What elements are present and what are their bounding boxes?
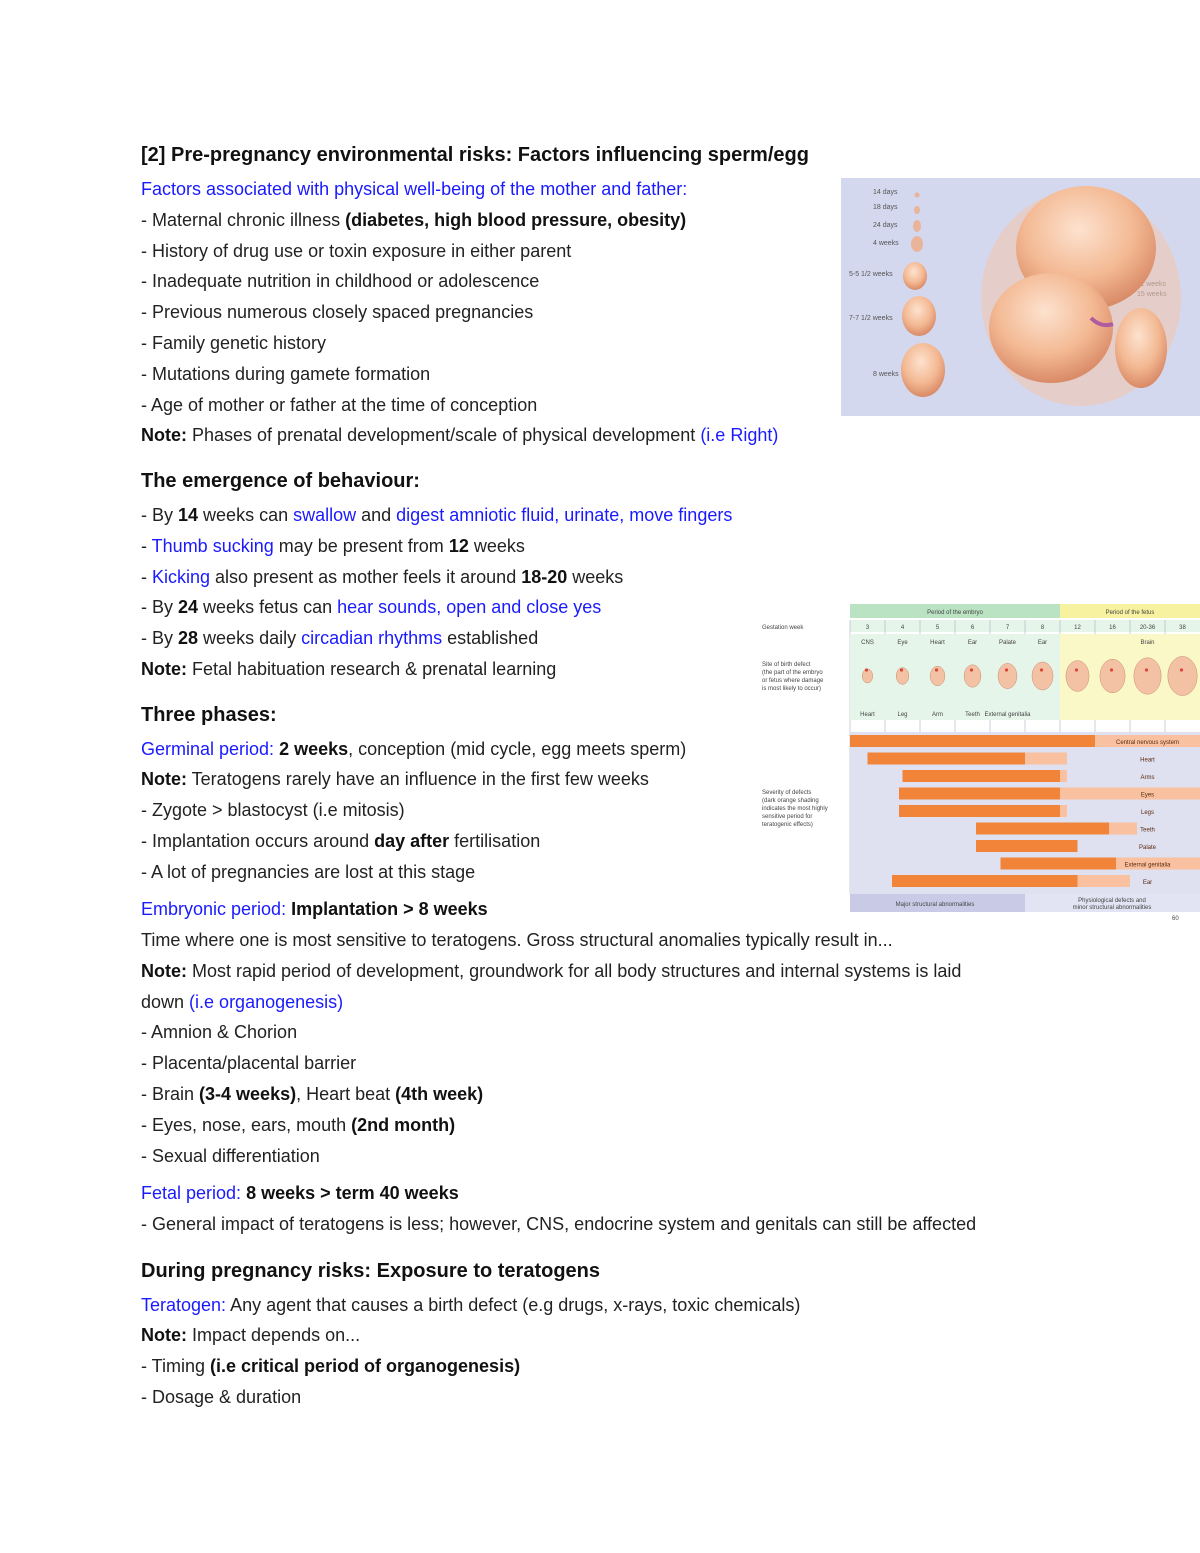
germinal-bullet-2: - Implantation occurs around day after fertilisation [141,831,541,851]
top-site-label: Ear [967,640,978,646]
bar-high-sensitivity [899,788,1060,800]
bar-low-sensitivity [1060,805,1067,817]
bar-label: Ear [1142,880,1153,886]
embryonic-bullet-3: - Brain (3-4 weeks), Heart beat (4th week) [141,1084,484,1104]
note-teratogens-rare: Note: Teratogens rarely have an influence in the first few weeks [141,769,649,789]
embryo-stage-4 [911,236,923,252]
bar-high-sensitivity [892,875,1078,887]
bar-label: Eyes [1140,792,1155,799]
side-label: Site of birth defect [762,662,811,668]
behaviour-line-1: - By 14 weeks can swallow and digest amniotic fluid, urinate, move fingers [141,505,733,525]
bottom-site-label: Arm [932,712,943,718]
germinal-bullet-1: - Zygote > blastocyst (i.e mitosis) [141,800,405,820]
note-phases: Note: Phases of prenatal development/scale of physical development (i.e Right) [141,425,779,445]
bullet-genetic-history: - Family genetic history [141,333,327,353]
bullet-drug-use: - History of drug use or toxin exposure in either parent [141,241,572,261]
embryo-label-5: 5-5 1/2 weeks [849,271,893,278]
defect-site-marker [970,668,973,671]
week-label: 3 [865,625,870,631]
embryo-drawing [1100,659,1125,693]
embryo-row-bg [850,634,1060,720]
top-site-label: Palate [998,640,1017,646]
critical-periods-chart [760,604,1200,926]
bar-high-sensitivity [868,753,1026,765]
bar-high-sensitivity [1001,858,1117,870]
embryo-stage-6 [902,296,936,336]
bar-low-sensitivity [1078,875,1131,887]
svg-text:indicates the most highly: indicates the most highly [762,806,828,812]
section-title-teratogens: During pregnancy risks: Exposure to teratogens [141,1260,600,1282]
bottom-site-label: Heart [860,712,875,718]
top-site-label: Eye [897,640,908,646]
defect-site-marker [935,668,938,671]
embryo-stage-1 [915,193,920,198]
svg-text:or fetus where damage: or fetus where damage [762,678,824,684]
embryo-label-7: 8 weeks [873,371,899,378]
page-number: 60 [1172,916,1179,922]
bar-label: Central nervous system [1115,740,1180,746]
bar-label: Heart [1140,757,1155,764]
embryonic-bullet-2: - Placenta/placental barrier [141,1053,357,1073]
note-rapid-development-cont: down (i.e organogenesis) [141,992,344,1012]
bullet-pregnancies: - Previous numerous closely spaced pregnancies [141,302,534,322]
bottom-site-label: Leg [897,712,908,718]
bar-label: Arms [1140,775,1155,781]
bar-low-sensitivity [1060,770,1067,782]
impact-bullet-dosage: - Dosage & duration [141,1387,302,1407]
embryo-label-3: 24 days [873,222,898,229]
germinal-period: Germinal period: 2 weeks, conception (mid cycle, egg meets sperm) [141,739,687,759]
note-rapid-development: Note: Most rapid period of development, groundwork for all body structures and internal systems is laid [141,961,962,981]
severity-label: Severity of defects [762,790,812,796]
bar-high-sensitivity [850,735,1095,747]
bar-low-sensitivity [1025,753,1067,765]
embryo-drawing [1134,658,1161,694]
embryonic-bullet-1: - Amnion & Chorion [141,1022,298,1042]
week-label: 38 [1179,625,1186,631]
bullet-maternal-illness: - Maternal chronic illness (diabetes, high blood pressure, obesity) [141,210,687,230]
defect-site-marker [1005,668,1008,671]
embryo-label-2: 18 days [873,204,898,211]
top-site-label: Brain [1140,640,1155,646]
defect-site-marker [1145,668,1148,671]
section-title-behaviour: The emergence of behaviour: [141,470,420,492]
week-label: 20-36 [1139,625,1156,631]
bar-high-sensitivity [976,840,1078,852]
svg-text:teratogenic effects): teratogenic effects) [762,822,813,828]
bar-low-sensitivity [1060,788,1200,800]
bar-label: Legs [1140,810,1155,816]
behaviour-line-5: - By 28 weeks daily circadian rhythms established [141,628,539,648]
behaviour-line-3: - Kicking also present as mother feels it around 18-20 weeks [141,567,624,587]
week-label: 16 [1109,625,1116,631]
top-site-label: Ear [1037,640,1048,646]
embryo-label-4: 4 weeks [873,240,899,247]
week-label: 7 [1005,625,1010,631]
defect-site-marker [1040,668,1043,671]
embryo-stage-3 [913,220,921,232]
bullet-nutrition: - Inadequate nutrition in childhood or adolescence [141,271,540,291]
svg-text:minor structural abnormalities: minor structural abnormalities [1072,905,1152,911]
week-label: 6 [970,625,975,631]
top-site-label: Heart [930,640,945,646]
embryo-development-figure [841,178,1200,416]
svg-text:(the part of the embryo: (the part of the embryo [762,670,823,676]
section-title-three-phases: Three phases: [141,704,277,726]
svg-text:(dark orange shading: (dark orange shading [762,798,819,804]
embryonic-period: Embryonic period: Implantation > 8 weeks [141,899,488,919]
defect-site-marker [1180,668,1183,671]
section-title-pre-pregnancy: [2] Pre-pregnancy environmental risks: Factors influencing sperm/egg [141,144,809,166]
fetus-leg [1115,308,1167,388]
critical-periods-figure [760,604,1200,926]
header-embryo: Period of the embryo [927,610,983,616]
defect-site-marker [865,668,868,671]
bar-high-sensitivity [903,770,1061,782]
svg-text:is most likely to occur): is most likely to occur) [762,686,822,692]
subtitle-physical-wellbeing: Factors associated with physical well-being of the mother and father: [141,179,688,199]
row-label-gestation: Gestation week [762,625,804,631]
embryo-stage-5 [903,262,927,290]
bar-high-sensitivity [976,823,1109,835]
header-fetus: Period of the fetus [1105,610,1155,616]
embryo-stage-7 [901,343,945,397]
defect-site-marker [1075,668,1078,671]
bar-high-sensitivity [899,805,1060,817]
bullet-age: - Age of mother or father at the time of conception [141,395,538,415]
embryo-drawing [1168,656,1197,695]
embryonic-bullet-4: - Eyes, nose, ears, mouth (2nd month) [141,1115,456,1135]
embryo-stage-2 [914,206,920,214]
embryonic-bullet-5: - Sexual differentiation [141,1146,320,1166]
embryo-label-6: 7-7 1/2 weeks [849,315,893,322]
embryo-drawing [1032,662,1053,690]
fetal-period: Fetal period: 8 weeks > term 40 weeks [141,1183,459,1203]
embryo-drawing [964,665,981,687]
behaviour-line-4: - By 24 weeks fetus can hear sounds, open and close yes [141,597,602,617]
note-habituation: Note: Fetal habituation research & prenatal learning [141,659,557,679]
bar-label: Teeth [1140,827,1155,834]
germinal-bullet-3: - A lot of pregnancies are lost at this stage [141,862,476,882]
top-site-label: CNS [861,640,874,646]
embryo-drawing [998,663,1017,688]
bottom-site-label: External genitalia [984,712,1031,718]
embryo-label-1: 14 days [873,189,898,196]
teratogen-definition: Teratogen: Any agent that causes a birth defect (e.g drugs, x-rays, toxic chemicals) [141,1295,801,1315]
footer-left: Major structural abnormalities [895,902,975,908]
note-impact: Note: Impact depends on... [141,1325,361,1345]
svg-text:sensitive period for: sensitive period for [762,814,813,820]
fetal-bullet-1: - General impact of teratogens is less; however, CNS, endocrine system and genitals can still be affected [141,1214,977,1234]
bar-label: Palate [1138,845,1157,851]
behaviour-line-2: - Thumb sucking may be present from 12 weeks [141,536,525,556]
week-label: 4 [900,625,905,631]
bullet-mutations: - Mutations during gamete formation [141,364,431,384]
footer-right: Physiological defects and [1078,898,1146,904]
week-label: 12 [1074,625,1081,631]
embryo-illustration [841,178,1200,416]
bar-low-sensitivity [1109,823,1137,835]
week-label: 5 [935,625,940,631]
fetus-body [989,273,1113,383]
embryo-drawing [1066,661,1089,692]
week-label: 8 [1040,625,1045,631]
defect-site-marker [900,668,903,671]
defect-site-marker [1110,668,1113,671]
bottom-site-label: Teeth [965,712,980,718]
impact-bullet-timing: - Timing (i.e critical period of organogenesis) [141,1356,521,1376]
embryonic-description: Time where one is most sensitive to teratogens. Gross structural anomalies typically result in... [141,930,893,950]
bar-label: External genitalia [1124,862,1171,869]
